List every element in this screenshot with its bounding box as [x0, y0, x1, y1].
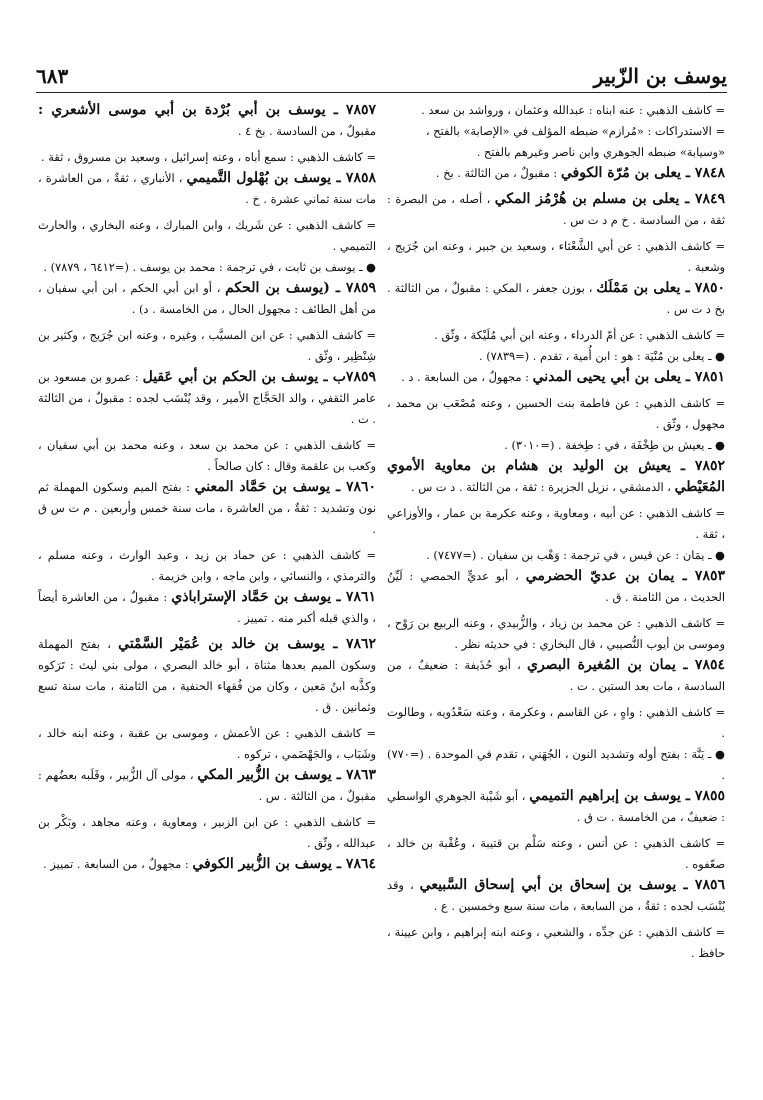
- biography-entry: [387, 875, 725, 917]
- biography-entry: [38, 100, 376, 142]
- entry-heading: ٧٨٥٨ ـ يوسف بن بُهْلول التَّميمي: [186, 170, 376, 186]
- biography-entry: [38, 278, 376, 320]
- entry-body: : مقبولٌ ، من الثالثة . بخ .: [435, 166, 558, 180]
- entry-body: ، أو ابن أبي الحكم ، ابن أبي سفيان ، من أهل الطائف : مجهول الحال ، من الخامسة . د) .: [38, 281, 376, 316]
- entry-heading: ٧٨٥٩ب ـ يوسف بن الحكم بن أبي عَقيل: [142, 369, 376, 385]
- annotation-note: = الاستدراكات : «مُرازم» ضبطه المؤلف في «الإصابة» بالفتح ،: [425, 124, 725, 138]
- entry-body: ، وقد يُنْسَب لجده : ثقةٌ ، من السابعة ، مات سنة سبع وخمسين . ع .: [387, 878, 725, 913]
- biography-entry: [387, 786, 725, 828]
- entry-body: ، أبو شَيْبة الجوهري الواسطي : ضعيفٌ ، من الخامسة . ت ق .: [387, 789, 725, 824]
- entry-heading: ٧٨٥٩ ـ (يوسف بن الحكم: [225, 280, 376, 296]
- annotation-note: = كاشف الذهبي : عن أنس ، وعنه سَلْم بن قتيبة ، وعُقْبة بن خالد ، صعّفوه .: [387, 836, 725, 871]
- annotation-note: = كاشف الذهبي : عنه ابناه : عبدالله وعثمان ، ورواشد بن سعد .: [421, 103, 725, 117]
- annotation-note: ● ـ يمَان : عن قيس ، في ترجمة : وَهْب بن سفيان . (=٧٤٧٧) .: [426, 548, 725, 562]
- entry-heading: ٧٨٦٢ ـ يوسف بن خالد بن عُمَيْر السَّمْتي: [118, 636, 377, 652]
- entry-body: : مجهولٌ ، من السابعة . تمييز .: [43, 857, 189, 871]
- biography-entry: [387, 163, 725, 184]
- biography-entry: [387, 367, 725, 388]
- entry-heading: ٧٨٦٣ ـ يوسف بن الزُّبير المكي: [197, 767, 377, 783]
- biography-entry: [387, 189, 725, 231]
- annotation-note: = كاشف الذهبي : عن أبيه ، ومعاوية ، وعنه عكرمة بن عمار ، والأوزاعي ، ثقة .: [387, 506, 725, 541]
- entry-heading: ٧٨٥١ ـ يعلى بن أبي يحيى المدني: [532, 369, 725, 385]
- entry-body: ، بوزن جعفر ، المكي : مقبولٌ ، من الثالثة . بخ د ت س .: [387, 281, 725, 316]
- annotation-note: = كاشف الذهبي : عن جدِّه ، والشعبي ، وعنه ابنه إبراهيم ، وابن عيينة ، حافظ .: [387, 925, 725, 960]
- annotation-note: = كاشف الذهبي : عن أمّ الدرداء ، وعنه ابن أبي مُلَيْكة ، وثّق .: [434, 328, 725, 342]
- biography-entry: [387, 566, 725, 608]
- annotation-note: = كاشف الذهبي : سمع أباه ، وعنه إسرائيل ، وسعيد بن مسروق ، ثقة .: [40, 150, 376, 164]
- biography-entry: [387, 655, 725, 697]
- entry-body: مقبولٌ ، من السادسة . بخ ٤ .: [237, 124, 376, 138]
- biography-entry: [38, 765, 376, 807]
- biography-entry: [387, 456, 725, 498]
- annotation-note: ● ـ يعيش بن طِخْفَة ، في : طِخفة . (=٣٠١٠) .: [504, 438, 725, 452]
- entry-body: ، أبو عديٍّ الحمصي : لَيِّنُ الحديث ، من الثامنة . ق .: [387, 569, 725, 604]
- annotation-note: = كاشف الذهبي : واهٍ ، عن القاسم ، وعكرمة ، وعنه سَعْدُويه ، وطالوت .: [387, 705, 725, 740]
- entry-heading: ٧٨٥٣ ـ يمان بن عديّ الحضرمي: [525, 568, 725, 584]
- right-column: [387, 100, 725, 964]
- annotation-note: ● ـ يَنَّة : بفتح أوله وتشديد النون ، الجُهَني ، تقدم في الموحدة . (=٧٧٠) .: [387, 747, 725, 782]
- entry-body: : بفتح الميم وسكون المهملة ثم نون وتشديد : ثقةٌ ، من العاشرة ، مات سنة خمس وأربعين . م ت س ق .: [38, 480, 376, 536]
- annotation-note: = كاشف الذهبي : عن محمد بن زياد ، والزُّبيدي ، وعنه الربيع بن رَوْح ، وموسى بن أيوب النُّصيبي ، قال البخاري : في حديثه نظر .: [387, 616, 725, 651]
- annotation-note: = كاشف الذهبي : عن محمد بن سعد ، وعنه محمد بن أبي سفيان ، وكعب بن علقمة وقال : كان صالحاً .: [38, 438, 376, 473]
- entry-heading: ٧٨٤٨ ـ يعلى بن مُرّة الكوفي: [560, 165, 725, 181]
- annotation-note: = كاشف الذهبي : عن حماد بن زيد ، وعبد الوارث ، وعنه مسلم ، والترمذي ، والنسائي ، وابن ماجه ، وابن خزيمة .: [38, 548, 376, 583]
- page-header: [36, 58, 727, 93]
- annotation-note: ● ـ يعلى بن مُنْيَة : هو : ابن أُمية ، تقدم . (=٧٨٣٩) .: [478, 349, 725, 363]
- annotation-note: ● ـ يوسف بن ثابت ، في ترجمة : محمد بن يوسف . (=٦٤١٢ ، ٧٨٧٩) .: [43, 260, 376, 274]
- entry-body: : عمرو بن مسعود بن عامر الثقفي ، والد الحَجَّاج الأمير ، وقد يُنْسَب لجده : مقبولٌ ، من الثالثة . ت .: [38, 370, 376, 426]
- annotation-note: = كاشف الذهبي : عن ابن الزبير ، ومعاوية ، وعنه مجاهد ، وبَكْر بن عبدالله ، وثّق .: [38, 815, 376, 850]
- entry-heading: ٧٨٤٩ ـ يعلى بن مسلم بن هُرْمُز المكي: [494, 191, 726, 207]
- entry-heading: ٧٨٥٠ ـ يعلى بن مَمْلَك: [596, 280, 725, 296]
- annotation-note: = كاشف الذهبي : عن ابن المسيَّب ، وغيره ، وعنه ابن جُرَيج ، وكثير بن شِنْظِير ، وثّق .: [38, 328, 376, 363]
- entry-heading: ٧٨٦٤ ـ يوسف بن الزُّبير الكوفي: [192, 856, 376, 872]
- annotation-note: = كاشف الذهبي : عن أبي الشَّعْثاء ، وسعيد بن جبير ، وعنه ابن جُرَيج ، وشعبة .: [387, 239, 725, 274]
- entry-heading: ٧٨٥٥ ـ يوسف بن إبراهيم التميمي: [529, 788, 725, 804]
- entry-heading: ٧٨٥٢ ـ يعيش بن الوليد بن هشام بن معاوية الأموي المُعَيْطي: [387, 458, 725, 495]
- biography-entry: [38, 587, 376, 629]
- page-number: ٦٨٣: [36, 64, 69, 88]
- annotation-note: = كاشف الذهبي : عن فاطمة بنت الحسين ، وعنه مُصْعَب بن محمد ، مجهول ، وثّق .: [387, 396, 725, 431]
- entry-heading: ٧٨٥٧ ـ يوسف بن أبي بُرْدة بن أبي موسى الأشعري :: [38, 102, 376, 118]
- entry-heading: ٧٨٦٠ ـ يوسف بن حَمَّاد المعني: [194, 479, 377, 495]
- biography-entry: [38, 477, 376, 540]
- entry-body: : مجهولٌ ، من السابعة . د .: [401, 370, 529, 384]
- entry-heading: ٧٨٥٦ ـ يوسف بن إسحاق بن أبي إسحاق السَّبيعي: [419, 877, 725, 893]
- entry-body: : مقبولٌ ، من العاشرة أيضاً ، والذي قبله أكبر منه . تمييز .: [38, 590, 376, 625]
- entry-body: ، الأنباري ، ثقةٌ ، من العاشرة ، مات سنة ثماني عشرة . خ .: [38, 171, 376, 206]
- biography-entry: [387, 278, 725, 320]
- running-title: يوسف بن الزّبير: [593, 64, 727, 88]
- entry-body: ، أبو حُذَيفة : ضعيفٌ ، من السادسة ، مات بعد الستين . ت .: [387, 658, 725, 693]
- annotation-note: = كاشف الذهبي : عن الأعمش ، وموسى بن عقبة ، وعنه ابنه خالد ، وشَبَاب ، والجَهْضَمي ، تركوه .: [38, 726, 376, 761]
- entry-body: ، مولى آل الزُّبير ، وقَلَبه بعضُهم : مقبولٌ ، من الثالثة . س .: [38, 768, 376, 803]
- annotation-note: = كاشف الذهبي : عن شَريك ، وابن المبارك ، وعنه البخاري ، والحارث التميمي .: [38, 218, 376, 253]
- entry-heading: ٧٨٦١ ـ يوسف بن حَمَّاد الإستراباذي: [171, 589, 376, 605]
- biography-entry: [38, 634, 376, 718]
- entry-body: ، بفتح المهملة وسكون الميم بعدها مثناة ، أبو خالد البصري ، مولى بني ليث : تَرَكوه وكذَّبه ابنُ مَعين ، وكان من فُقهاء الحنفية ، من الثامنة ، مات سنة تسع وثمانين . ق .: [38, 637, 376, 714]
- entry-heading: ٧٨٥٤ ـ يمان بن المُغيرة البصري: [527, 657, 725, 673]
- entry-body: ، أصله ، من البصرة : ثقة ، من السادسة . خ م د ت س .: [387, 192, 725, 227]
- left-column: [38, 100, 376, 880]
- biography-entry: [38, 367, 376, 430]
- biography-entry: [38, 168, 376, 210]
- entry-body: ، الدمشقي ، نزيل الجزيرة : ثقة ، من الثالثة . د ت س .: [411, 480, 671, 494]
- biography-entry: [38, 854, 376, 875]
- annotation-note: «وسيابة» ضبطه الجوهري وابن ناصر وغيرهم بالفتح .: [476, 145, 725, 159]
